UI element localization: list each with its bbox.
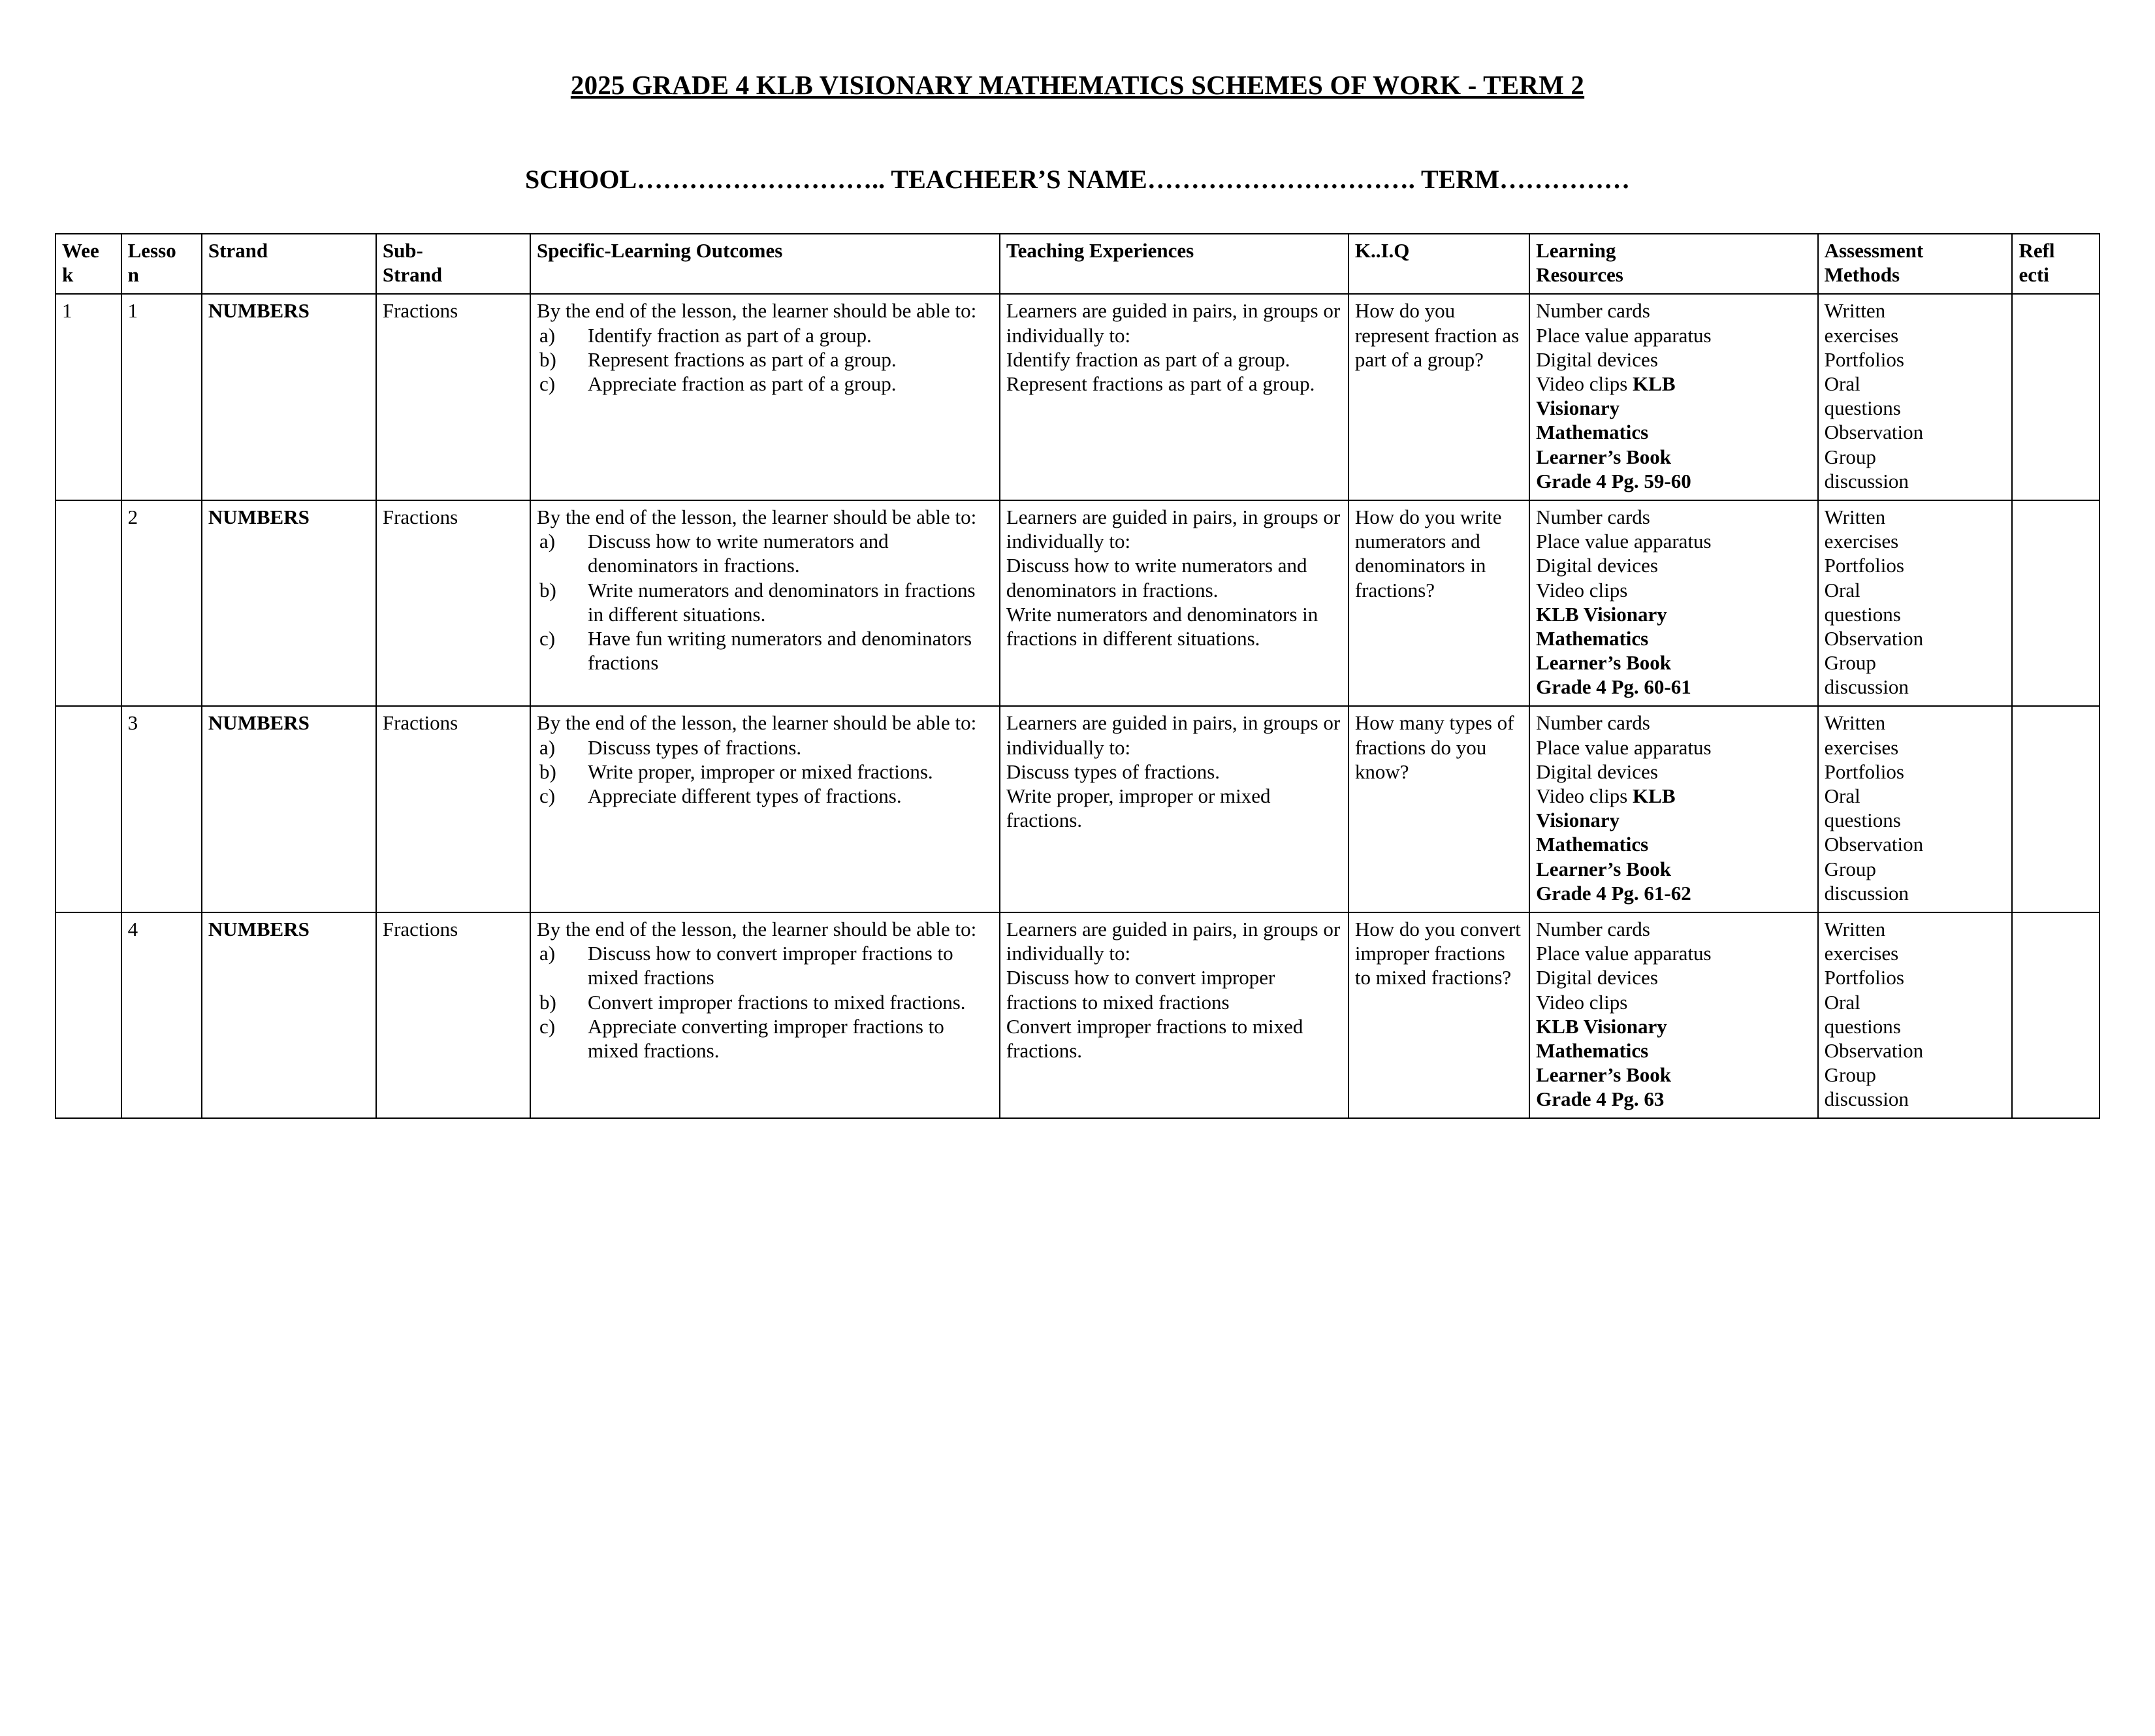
cell-sub-strand: Fractions bbox=[376, 500, 530, 707]
teaching-item: Discuss how to convert improper fractions to mixed fractions bbox=[1006, 966, 1275, 1014]
outcomes-list bbox=[537, 941, 993, 1063]
resource-item: Video clips bbox=[1536, 578, 1628, 602]
resource-item: Place value apparatus bbox=[1536, 942, 1712, 965]
resource-item: Place value apparatus bbox=[1536, 735, 1712, 759]
cell-strand bbox=[202, 706, 376, 912]
cell-specific-learning-outcomes bbox=[530, 912, 1000, 1119]
resource-item: Place value apparatus bbox=[1536, 323, 1712, 347]
table-row bbox=[56, 912, 2099, 1119]
resource-item: Number cards bbox=[1536, 505, 1650, 528]
teaching-intro: Learners are guided in pairs, in groups or individually to: bbox=[1006, 917, 1341, 965]
table-body bbox=[56, 294, 2099, 1118]
column-header-strand: Strand bbox=[202, 234, 376, 294]
assessment-methods-list bbox=[1825, 505, 2006, 699]
table-row bbox=[56, 294, 2099, 500]
cell-reflection bbox=[2012, 706, 2099, 912]
page-title: 2025 GRADE 4 KLB VISIONARY MATHEMATICS SCHEMES OF WORK - TERM 2 bbox=[570, 70, 1585, 100]
outcome-marker: a) bbox=[539, 530, 556, 553]
cell-teaching-experiences bbox=[1000, 706, 1349, 912]
resource-item: Digital devices bbox=[1536, 966, 1658, 989]
teaching-item: Write proper, improper or mixed fractions. bbox=[1006, 784, 1271, 832]
cell-sub-strand: Fractions bbox=[376, 912, 530, 1119]
column-header-kiq: K..I.Q bbox=[1349, 234, 1529, 294]
cell-strand bbox=[202, 294, 376, 500]
teaching-items bbox=[1006, 760, 1342, 833]
assessment-item: discussion bbox=[1824, 469, 1909, 492]
column-header-learning-resources bbox=[1529, 234, 1818, 294]
outcome-item: c) Have fun writing numerators and denominators fractions bbox=[539, 626, 972, 675]
cell-learning-resources bbox=[1529, 294, 1818, 500]
assessment-item: questions bbox=[1824, 396, 1901, 420]
cell-week bbox=[56, 912, 121, 1119]
outcome-item: c) Appreciate fraction as part of a group. bbox=[539, 372, 897, 396]
teaching-intro: Learners are guided in pairs, in groups or individually to: bbox=[1006, 711, 1341, 759]
table-row bbox=[56, 706, 2099, 912]
resource-book-reference: Mathematics bbox=[1536, 833, 1649, 856]
cell-lesson: 4 bbox=[121, 912, 202, 1119]
resource-item: Place value apparatus bbox=[1536, 530, 1712, 553]
assessment-item: questions bbox=[1824, 809, 1901, 832]
assessment-item: Written bbox=[1824, 299, 1886, 323]
assessment-item: Written bbox=[1824, 917, 1886, 940]
cell-assessment-methods bbox=[1818, 294, 2013, 500]
outcome-marker: c) bbox=[539, 626, 556, 650]
cell-learning-resources bbox=[1529, 500, 1818, 707]
resource-book-reference: Learner’s Book bbox=[1536, 857, 1671, 880]
assessment-item: Observation bbox=[1824, 421, 1924, 444]
teaching-intro: Learners are guided in pairs, in groups or individually to: bbox=[1006, 505, 1341, 553]
learning-resources-list bbox=[1536, 917, 1812, 1112]
resource-book-reference: Learner’s Book bbox=[1536, 651, 1671, 675]
outcomes-list bbox=[537, 735, 993, 809]
assessment-methods-header-line1: Assessment bbox=[1824, 239, 1924, 263]
cell-reflection bbox=[2012, 294, 2099, 500]
cell-kiq: How do you represent fraction as part of a group? bbox=[1349, 294, 1529, 500]
outcome-marker: b) bbox=[539, 578, 556, 602]
cell-learning-resources bbox=[1529, 706, 1818, 912]
cell-assessment-methods bbox=[1818, 706, 2013, 912]
week-header-line1: Wee bbox=[62, 239, 99, 263]
assessment-item: Portfolios bbox=[1824, 554, 1904, 577]
outcomes-list bbox=[537, 529, 993, 675]
cell-reflection bbox=[2012, 912, 2099, 1119]
outcomes-intro: By the end of the lesson, the learner should be able to: bbox=[537, 917, 977, 940]
cell-strand bbox=[202, 912, 376, 1119]
resource-item: Digital devices bbox=[1536, 760, 1658, 783]
strand-value: NUMBERS bbox=[208, 505, 310, 528]
outcome-item: c) Appreciate different types of fractions. bbox=[539, 784, 902, 808]
cell-teaching-experiences bbox=[1000, 294, 1349, 500]
outcomes-intro: By the end of the lesson, the learner should be able to: bbox=[537, 711, 977, 735]
assessment-item: Portfolios bbox=[1824, 347, 1904, 371]
outcome-item: a) Discuss types of fractions. bbox=[539, 735, 802, 759]
resource-book-reference: Grade 4 Pg. 60-61 bbox=[1536, 675, 1691, 699]
outcome-item: a) Discuss how to convert improper fractions to mixed fractions bbox=[539, 942, 953, 989]
cell-specific-learning-outcomes bbox=[530, 706, 1000, 912]
cell-assessment-methods bbox=[1818, 912, 2013, 1119]
resource-book-reference: Learner’s Book bbox=[1536, 445, 1671, 468]
assessment-item: Oral bbox=[1824, 372, 1860, 396]
outcome-marker: c) bbox=[539, 1014, 556, 1038]
outcome-item: b) Convert improper fractions to mixed fractions. bbox=[539, 990, 966, 1014]
assessment-item: exercises bbox=[1824, 530, 1899, 553]
outcome-marker: a) bbox=[539, 323, 556, 347]
assessment-item: questions bbox=[1824, 602, 1901, 626]
teaching-items bbox=[1006, 553, 1342, 651]
outcome-marker: a) bbox=[539, 942, 556, 965]
outcome-marker: b) bbox=[539, 990, 556, 1014]
learning-resources-list bbox=[1536, 505, 1812, 699]
strand-value: NUMBERS bbox=[208, 299, 310, 323]
cell-week: 1 bbox=[56, 294, 121, 500]
teaching-item: Represent fractions as part of a group. bbox=[1006, 372, 1315, 396]
resource-item: Digital devices bbox=[1536, 554, 1658, 577]
assessment-item: discussion bbox=[1824, 1087, 1909, 1111]
teaching-item: Write numerators and denominators in fractions in different situations. bbox=[1006, 602, 1318, 650]
assessment-item: Oral bbox=[1824, 990, 1860, 1014]
outcomes-intro: By the end of the lesson, the learner should be able to: bbox=[537, 505, 977, 528]
assessment-item: questions bbox=[1824, 1014, 1901, 1038]
assessment-item: Observation bbox=[1824, 626, 1924, 650]
lesson-header-line1: Lesso bbox=[127, 239, 176, 263]
teaching-item: Discuss types of fractions. bbox=[1006, 760, 1221, 783]
resource-book-reference: Grade 4 Pg. 59-60 bbox=[1536, 469, 1691, 492]
outcome-marker: c) bbox=[539, 372, 556, 396]
resource-book-reference: KLB Visionary bbox=[1536, 602, 1667, 626]
assessment-item: Oral bbox=[1824, 578, 1860, 602]
cell-teaching-experiences bbox=[1000, 912, 1349, 1119]
strand-value: NUMBERS bbox=[208, 711, 310, 735]
cell-week bbox=[56, 500, 121, 707]
assessment-item: Group bbox=[1824, 445, 1876, 468]
outcomes-intro: By the end of the lesson, the learner should be able to: bbox=[537, 299, 977, 323]
outcome-marker: b) bbox=[539, 760, 556, 783]
strand-value: NUMBERS bbox=[208, 917, 310, 940]
column-header-reflection bbox=[2012, 234, 2099, 294]
outcome-item: b) Write proper, improper or mixed fractions. bbox=[539, 760, 933, 783]
assessment-item: discussion bbox=[1824, 881, 1909, 905]
assessment-item: Portfolios bbox=[1824, 966, 1904, 989]
assessment-item: exercises bbox=[1824, 735, 1899, 759]
learning-resources-header-line2: Resources bbox=[1536, 263, 1623, 287]
sub-strand-header-line1: Sub- bbox=[382, 239, 423, 263]
assessment-item: Oral bbox=[1824, 784, 1860, 808]
cell-lesson: 3 bbox=[121, 706, 202, 912]
assessment-item: Group bbox=[1824, 651, 1876, 675]
resource-item: Digital devices bbox=[1536, 347, 1658, 371]
assessment-item: exercises bbox=[1824, 942, 1899, 965]
assessment-methods-list bbox=[1825, 298, 2006, 493]
outcome-item: a) Discuss how to write numerators and denominators in fractions. bbox=[539, 530, 889, 577]
assessment-item: Observation bbox=[1824, 833, 1924, 856]
assessment-item: exercises bbox=[1824, 323, 1899, 347]
column-header-sub-strand bbox=[376, 234, 530, 294]
cell-kiq: How do you convert improper fractions to mixed fractions? bbox=[1349, 912, 1529, 1119]
teaching-items bbox=[1006, 965, 1342, 1063]
outcome-item: c) Appreciate converting improper fractions to mixed fractions. bbox=[539, 1014, 944, 1062]
cell-reflection bbox=[2012, 500, 2099, 707]
resource-book-reference: Learner’s Book bbox=[1536, 1063, 1671, 1087]
resource-book-reference: Grade 4 Pg. 63 bbox=[1536, 1087, 1665, 1111]
sub-strand-header-line2: Strand bbox=[382, 263, 443, 287]
cell-lesson: 1 bbox=[121, 294, 202, 500]
table-header-row bbox=[56, 234, 2099, 294]
cell-sub-strand: Fractions bbox=[376, 294, 530, 500]
learning-resources-list bbox=[1536, 298, 1812, 493]
document-page bbox=[0, 71, 2155, 1736]
cell-assessment-methods bbox=[1818, 500, 2013, 707]
assessment-item: discussion bbox=[1824, 675, 1909, 699]
resource-book-reference: Visionary bbox=[1536, 809, 1620, 832]
outcome-marker: b) bbox=[539, 347, 556, 371]
teaching-item: Discuss how to write numerators and denominators in fractions. bbox=[1006, 554, 1307, 602]
cell-learning-resources bbox=[1529, 912, 1818, 1119]
cell-kiq: How do you write numerators and denominators in fractions? bbox=[1349, 500, 1529, 707]
resource-item: Video clips bbox=[1536, 990, 1628, 1014]
outcomes-list bbox=[537, 323, 993, 396]
outcome-marker: c) bbox=[539, 784, 556, 808]
outcome-item: a) Identify fraction as part of a group. bbox=[539, 323, 872, 347]
assessment-item: Written bbox=[1824, 711, 1886, 735]
assessment-methods-list bbox=[1825, 711, 2006, 905]
resource-book-reference: KLB Visionary bbox=[1536, 1014, 1667, 1038]
column-header-assessment-methods bbox=[1818, 234, 2013, 294]
outcome-item: b) Represent fractions as part of a group. bbox=[539, 347, 897, 371]
resource-book-reference: Mathematics bbox=[1536, 1038, 1649, 1062]
outcome-marker: a) bbox=[539, 735, 556, 759]
resource-item: Video clips KLB bbox=[1536, 372, 1676, 396]
resource-book-reference: Mathematics bbox=[1536, 626, 1649, 650]
teaching-items bbox=[1006, 347, 1342, 396]
cell-week bbox=[56, 706, 121, 912]
assessment-item: Observation bbox=[1824, 1038, 1924, 1062]
reflection-header-line2: ecti bbox=[2019, 263, 2049, 287]
assessment-methods-list bbox=[1825, 917, 2006, 1112]
teaching-intro: Learners are guided in pairs, in groups or individually to: bbox=[1006, 299, 1341, 347]
cell-specific-learning-outcomes bbox=[530, 294, 1000, 500]
assessment-item: Written bbox=[1824, 505, 1886, 528]
column-header-week bbox=[56, 234, 121, 294]
assessment-item: Portfolios bbox=[1824, 760, 1904, 783]
assessment-methods-header-line2: Methods bbox=[1824, 263, 1900, 287]
school-teacher-term-line: SCHOOL……………………….. TEACHEER’S NAME…………………………. TERM…………… bbox=[525, 165, 1630, 195]
column-header-specific-learning-outcomes: Specific-Learning Outcomes bbox=[530, 234, 1000, 294]
learning-resources-list bbox=[1536, 711, 1812, 905]
resource-book-reference: Mathematics bbox=[1536, 421, 1649, 444]
schemes-of-work-table bbox=[55, 233, 2100, 1119]
cell-lesson: 2 bbox=[121, 500, 202, 707]
column-header-teaching-experiences: Teaching Experiences bbox=[1000, 234, 1349, 294]
teaching-item: Convert improper fractions to mixed fractions. bbox=[1006, 1014, 1303, 1062]
cell-strand bbox=[202, 500, 376, 707]
resource-item: Video clips KLB bbox=[1536, 784, 1676, 808]
resource-book-reference: Grade 4 Pg. 61-62 bbox=[1536, 881, 1691, 905]
resource-item: Number cards bbox=[1536, 711, 1650, 735]
resource-item: Number cards bbox=[1536, 917, 1650, 940]
assessment-item: Group bbox=[1824, 857, 1876, 880]
lesson-header-line2: n bbox=[127, 263, 139, 287]
cell-sub-strand: Fractions bbox=[376, 706, 530, 912]
cell-teaching-experiences bbox=[1000, 500, 1349, 707]
assessment-item: Group bbox=[1824, 1063, 1876, 1087]
teaching-item: Identify fraction as part of a group. bbox=[1006, 347, 1290, 371]
reflection-header-line1: Refl bbox=[2019, 239, 2055, 263]
cell-kiq: How many types of fractions do you know? bbox=[1349, 706, 1529, 912]
table-row bbox=[56, 500, 2099, 707]
resource-book-reference: Visionary bbox=[1536, 396, 1620, 420]
learning-resources-header-line1: Learning bbox=[1536, 239, 1616, 263]
outcome-item: b) Write numerators and denominators in fractions in different situations. bbox=[539, 578, 976, 626]
resource-book-title-part: KLB bbox=[1633, 784, 1676, 808]
column-header-lesson bbox=[121, 234, 202, 294]
resource-book-title-part: KLB bbox=[1633, 372, 1676, 396]
resource-item: Number cards bbox=[1536, 299, 1650, 323]
cell-specific-learning-outcomes bbox=[530, 500, 1000, 707]
week-header-line2: k bbox=[62, 263, 74, 287]
